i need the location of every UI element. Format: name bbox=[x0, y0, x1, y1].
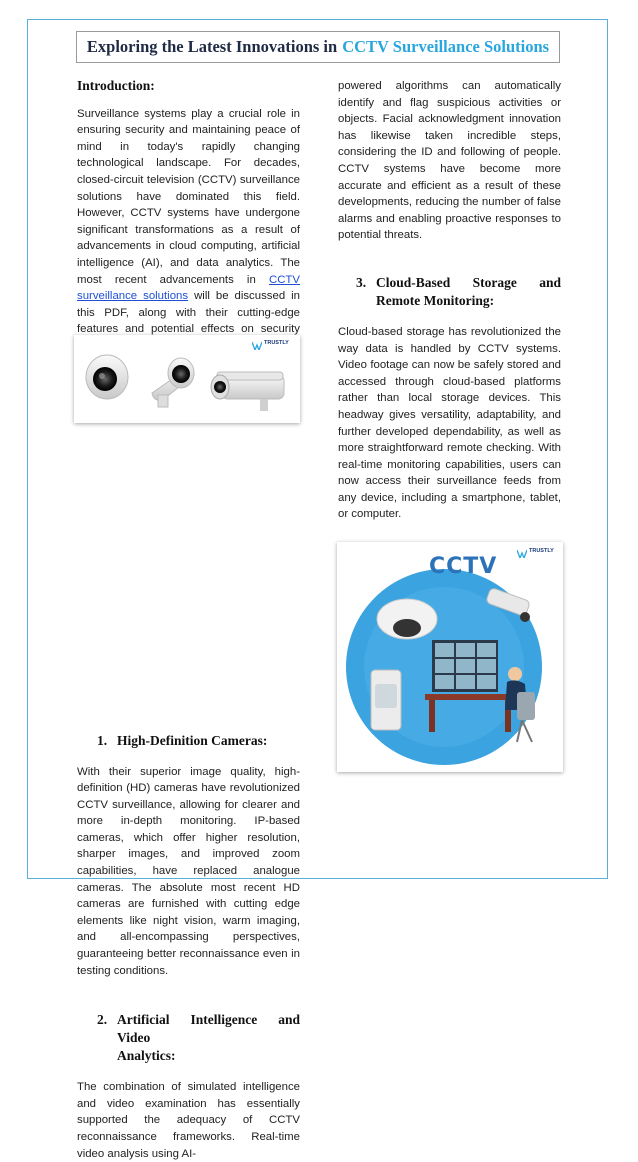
section1-number: 1. bbox=[97, 732, 108, 748]
section3-number: 3. bbox=[356, 274, 367, 290]
document-title bbox=[76, 31, 560, 63]
title-prefix: Exploring the Latest Innovations in bbox=[86, 37, 338, 56]
section3-title-line1: Cloud-Based Storage and bbox=[376, 274, 561, 290]
section1-title: High-Definition Cameras: bbox=[117, 732, 268, 748]
trustly-logo-2 bbox=[517, 548, 554, 560]
section2-paragraph-end: powered algorithms can automatically identify and flag suspicious activities or objects. Facial acknowledgment innovation has likewise taken incredible steps, considering the ID and following of people. CCTV systems have become more accurate and efficient as a result of these developments, reducing the number of false alarms and enabling proactive responses to potential threats. bbox=[338, 80, 561, 242]
intro-paragraph bbox=[77, 106, 300, 355]
title-highlight: CCTV Surveillance Solutions bbox=[342, 37, 550, 56]
logo-mark-icon bbox=[252, 342, 262, 350]
section1-heading bbox=[97, 732, 300, 750]
cctv-illustration-image bbox=[337, 542, 563, 772]
section2-paragraph-start: The combination of simulated intelligence and video examination has essentially supported the adequacy of CCTV reconnaissance frameworks. Real-time video analysis using AI- bbox=[77, 1081, 300, 1160]
section2-heading bbox=[97, 1011, 300, 1065]
right-column bbox=[338, 78, 561, 523]
intro-text-end: will be discussed in this PDF, along with their cutting-edge features and potential effects on security bbox=[77, 290, 300, 336]
cctv-solutions-link[interactable]: CCTV surveillance solutions bbox=[77, 273, 300, 303]
section3-title-line2: Remote Monitoring: bbox=[376, 292, 495, 308]
section3-paragraph: Cloud-based storage has revolutionized the way data is handled by CCTV systems. Video footage can now be safely stored and accessed through cloud-based platforms rather than local storage devices. This headway gives versatility, adaptability, and further developed dependability, as well as more straightforward remote checking. With real-time monitoring capabilities, users can now access their surveillance feeds from any device, including a smartphone, tablet, or computer. bbox=[338, 325, 561, 521]
logo-mark-icon-2 bbox=[517, 550, 527, 558]
logo-text: TRUSTLY bbox=[264, 340, 289, 346]
cctv-label: CCTV bbox=[429, 554, 498, 579]
section3-heading bbox=[356, 274, 561, 310]
section2-title-line1: Artificial Intelligence and Video bbox=[117, 1012, 300, 1046]
intro-text-start: Surveillance systems play a crucial role in ensuring security and maintaining peace of mind in today's rapidly changing technological landscape. For decades, closed-circuit television (CCTV) surveillance solutions have dominated this field. However, CCTV systems have undergone significant transformations as a result of advancements in cloud computing, artificial intelligence (AI), and data analytics. The most recent advancements in bbox=[77, 107, 300, 286]
logo-text-2: TRUSTLY bbox=[529, 548, 554, 554]
trustly-logo bbox=[252, 340, 289, 352]
section2-title-line2: Analytics: bbox=[117, 1048, 176, 1064]
cctv-cameras-image bbox=[74, 335, 300, 423]
section1-paragraph: With their superior image quality, high-definition (HD) cameras have revolutionized CCTV surveillance, allowing for clearer and more in-depth monitoring. IP-based cameras, which offer higher resolution, sharper images, and improved zoom capabilities, have replaced analogue cameras. The absolute most recent HD cameras are furnished with cutting edge elements like night vision, warm imaging, and all-encompassing perspectives, guaranteeing better reconnaissance even in testing conditions. bbox=[77, 765, 300, 977]
intro-heading: Introduction: bbox=[77, 78, 155, 93]
section2-number: 2. bbox=[97, 1012, 108, 1028]
left-column bbox=[77, 78, 300, 1162]
